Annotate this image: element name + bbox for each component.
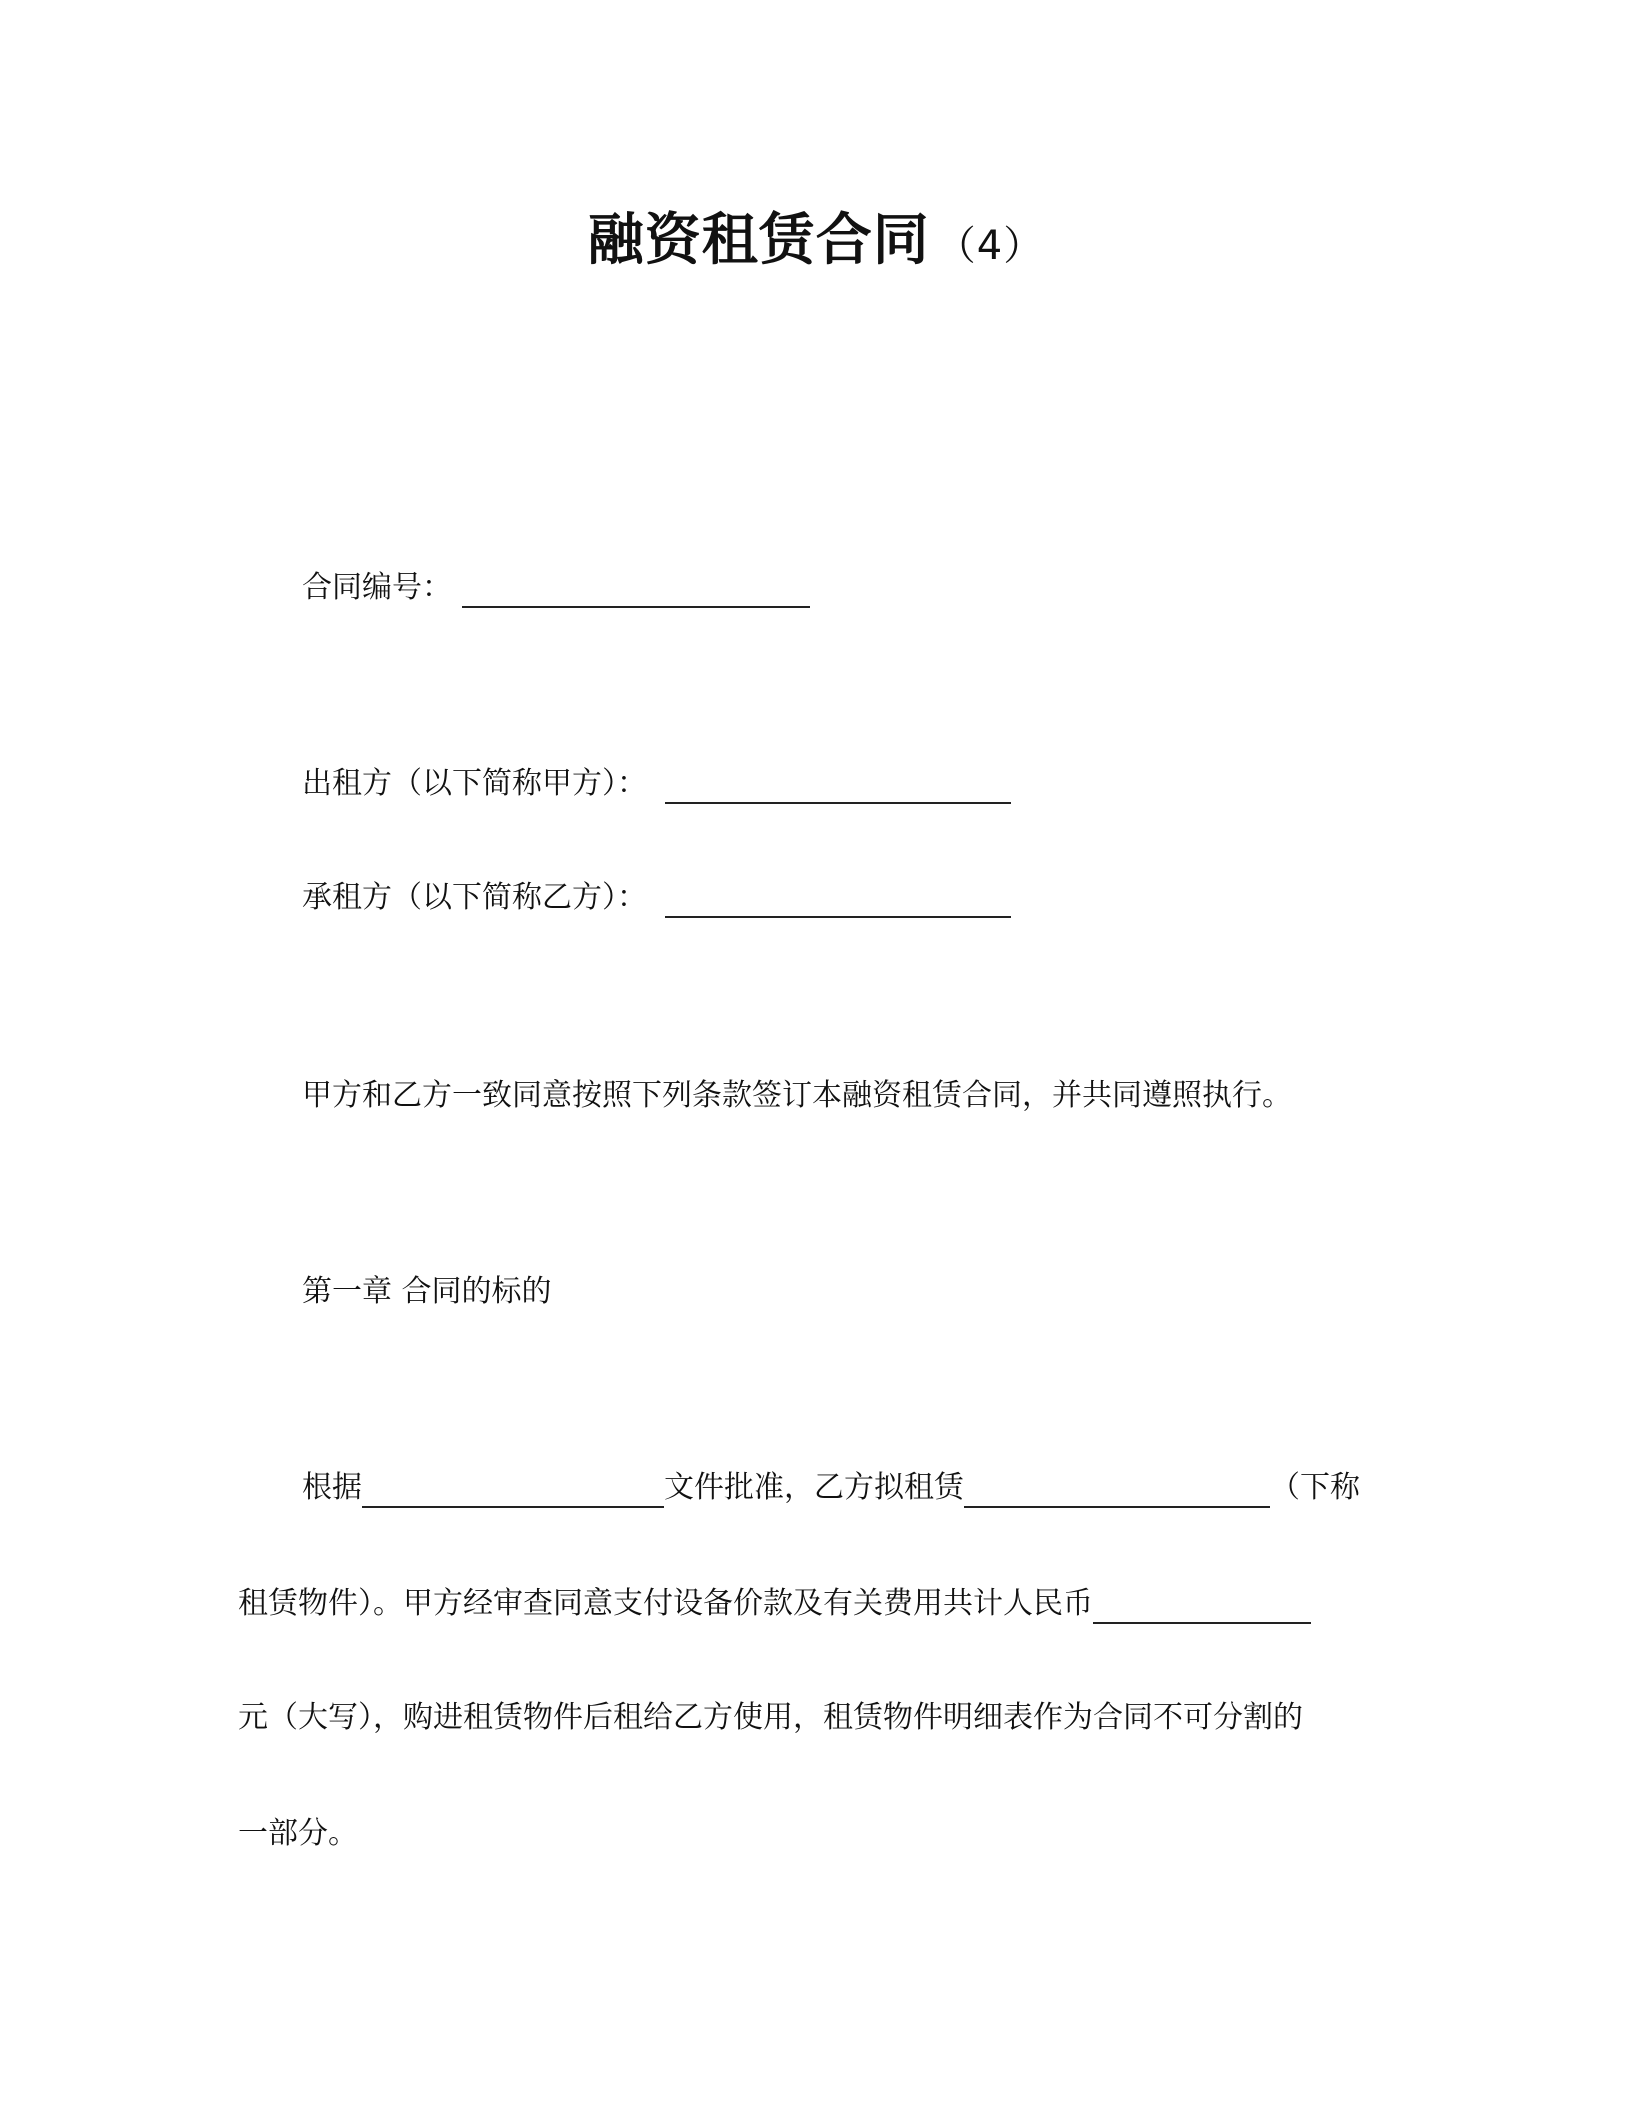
lessor-label: 出租方（以下简称甲方）： [302,766,647,801]
clause-text-3: （下称 [1270,1470,1360,1505]
contract-number-blank[interactable] [462,572,810,608]
clause-text-2: 文件批准，乙方拟租赁 [664,1470,964,1505]
lessee-row [302,878,1011,918]
title-text: 融资租赁合同 [587,208,930,273]
title-suffix: （4） [935,223,1045,269]
chapter-heading: 第一章 合同的标的 [302,1274,552,1309]
lessor-row [302,764,1011,804]
leased-item-blank[interactable] [964,1472,1270,1508]
clause-line-2 [238,1584,1311,1624]
lessor-blank[interactable] [665,768,1011,804]
contract-number-row [302,568,810,608]
approval-document-blank[interactable] [362,1472,664,1508]
clause-line-4: 一部分。 [238,1816,358,1851]
lessee-blank[interactable] [665,882,1011,918]
agreement-statement: 甲方和乙方一致同意按照下列条款签订本融资租赁合同，并共同遵照执行。 [302,1078,1292,1113]
amount-blank[interactable] [1093,1588,1311,1624]
contract-number-label: 合同编号： [302,570,452,605]
page-title [0,196,1632,276]
clause-line-1 [302,1468,1360,1508]
lessee-label: 承租方（以下简称乙方）： [302,880,647,915]
clause-text-1: 根据 [302,1470,362,1505]
clause-line-3: 元（大写），购进租赁物件后租给乙方使用，租赁物件明细表作为合同不可分割的 [238,1700,1303,1735]
clause-text-4: 租赁物件）。甲方经审查同意支付设备价款及有关费用共计人民币 [238,1586,1093,1621]
